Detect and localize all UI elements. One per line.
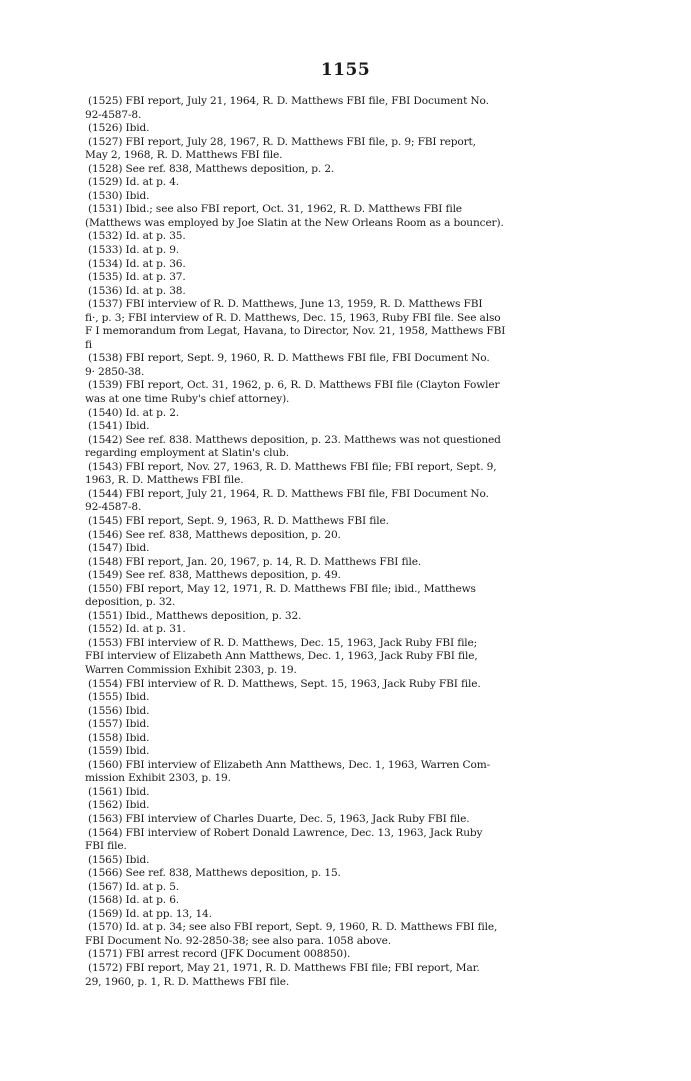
footnote-line: (1549) See ref. 838, Matthews deposition, p. 49. — [88, 569, 341, 582]
footnote-line: (Matthews was employed by Joe Slatin at the New Orleans Room as a bouncer). — [85, 216, 504, 229]
footnote-line: (1561) Ibid. — [88, 785, 150, 798]
footnote-line: deposition, p. 32. — [85, 596, 176, 609]
footnote-line: fi·, p. 3; FBI interview of R. D. Matthews, Dec. 15, 1963, Ruby FBI file. See also — [85, 311, 501, 324]
footnote-line: (1555) Ibid. — [88, 691, 150, 704]
footnote-line: (1533) Id. at p. 9. — [88, 244, 180, 257]
footnote-line: (1536) Id. at p. 38. — [88, 284, 186, 297]
footnote-line: FBI Document No. 92-2850-38; see also para. 1058 above. — [85, 934, 391, 947]
footnote-line: (1548) FBI report, Jan. 20, 1967, p. 14, R. D. Matthews FBI file. — [88, 555, 422, 568]
footnote-line: regarding employment at Slatin's club. — [85, 447, 289, 460]
footnote-line: (1563) FBI interview of Charles Duarte, Dec. 5, 1963, Jack Ruby FBI file. — [88, 812, 470, 825]
footnote-line: (1541) Ibid. — [88, 420, 150, 433]
footnote-line: 92-4587-8. — [85, 501, 142, 514]
footnote-line: (1528) See ref. 838, Matthews deposition, p. 2. — [88, 162, 335, 175]
footnote-line: fi — [85, 338, 93, 351]
footnote-line: mission Exhibit 2303, p. 19. — [85, 772, 231, 785]
footnote-line: (1567) Id. at p. 5. — [88, 880, 180, 893]
footnote-line: (1554) FBI interview of R. D. Matthews, Sept. 15, 1963, Jack Ruby FBI file. — [88, 677, 481, 690]
footnote-line: (1558) Ibid. — [88, 731, 150, 744]
footnote-line: (1566) See ref. 838, Matthews deposition, p. 15. — [88, 867, 341, 880]
footnote-line: (1537) FBI interview of R. D. Matthews, June 13, 1959, R. D. Matthews FBI — [88, 298, 483, 311]
footnote-line: (1568) Id. at p. 6. — [88, 894, 180, 907]
footnote-line: (1559) Ibid. — [88, 745, 150, 758]
footnote-line: (1571) FBI arrest record (JFK Document 008850). — [88, 948, 351, 961]
footnote-line: (1527) FBI report, July 28, 1967, R. D. Matthews FBI file, p. 9; FBI report, — [88, 135, 476, 148]
footnote-line: (1544) FBI report, July 21, 1964, R. D. Matthews FBI file, FBI Document No. — [88, 487, 489, 500]
footnote-line: 29, 1960, p. 1, R. D. Matthews FBI file. — [85, 975, 290, 988]
footnote-line: (1547) Ibid. — [88, 542, 150, 555]
footnote-line: May 2, 1968, R. D. Matthews FBI file. — [85, 149, 283, 162]
footnote-line: (1545) FBI report, Sept. 9, 1963, R. D. Matthews FBI file. — [88, 514, 389, 527]
footnote-line: (1570) Id. at p. 34; see also FBI report, Sept. 9, 1960, R. D. Matthews FBI file, — [88, 921, 498, 934]
footnote-line: (1551) Ibid., Matthews deposition, p. 32. — [88, 609, 302, 622]
footnote-line: FBI file. — [85, 840, 127, 853]
footnote-line: (1560) FBI interview of Elizabeth Ann Matthews, Dec. 1, 1963, Warren Com- — [88, 758, 491, 771]
footnote-line: (1550) FBI report, May 12, 1971, R. D. Matthews FBI file; ibid., Matthews — [88, 582, 476, 595]
footnote-line: (1532) Id. at p. 35. — [88, 230, 186, 243]
footnote-line: 92-4587-8. — [85, 108, 142, 121]
footnote-line: (1546) See ref. 838, Matthews deposition, p. 20. — [88, 528, 341, 541]
footnote-line: (1557) Ibid. — [88, 718, 150, 731]
footnote-line: (1530) Ibid. — [88, 189, 150, 202]
footnote-line: (1539) FBI report, Oct. 31, 1962, p. 6, R. D. Matthews FBI file (Clayton Fowler — [88, 379, 500, 392]
footnote-line: (1535) Id. at p. 37. — [88, 271, 186, 284]
footnote-line: F I memorandum from Legat, Havana, to Director, Nov. 21, 1958, Matthews FBI — [85, 325, 506, 338]
footnote-line: FBI interview of Elizabeth Ann Matthews, Dec. 1, 1963, Jack Ruby FBI file, — [85, 650, 478, 663]
footnote-line: 9· 2850-38. — [85, 365, 145, 378]
footnote-line: (1542) See ref. 838. Matthews deposition, p. 23. Matthews was not questioned — [88, 433, 501, 446]
footnote-line: (1534) Id. at p. 36. — [88, 257, 186, 270]
footnote-line: (1525) FBI report, July 21, 1964, R. D. Matthews FBI file, FBI Document No. — [88, 95, 489, 107]
footnote-line: (1552) Id. at p. 31. — [88, 623, 186, 636]
footnote-line: (1543) FBI report, Nov. 27, 1963, R. D. Matthews FBI file; FBI report, Sept. 9, — [88, 460, 497, 473]
footnote-line: (1553) FBI interview of R. D. Matthews, Dec. 15, 1963, Jack Ruby FBI file; — [88, 636, 478, 649]
footnote-line: (1538) FBI report, Sept. 9, 1960, R. D. Matthews FBI file, FBI Document No. — [88, 352, 490, 365]
footnote-line: 1963, R. D. Matthews FBI file. — [85, 474, 244, 487]
footnote-line: (1565) Ibid. — [88, 853, 150, 866]
footnote-line: (1540) Id. at p. 2. — [88, 406, 180, 419]
footnote-line: (1564) FBI interview of Robert Donald Lawrence, Dec. 13, 1963, Jack Ruby — [88, 826, 483, 839]
footnote-line: was at one time Ruby's chief attorney). — [85, 393, 290, 406]
footnote-line: (1569) Id. at pp. 13, 14. — [88, 907, 212, 920]
footnote-line: (1526) Ibid. — [88, 122, 150, 135]
footnote-line: (1531) Ibid.; see also FBI report, Oct. 31, 1962, R. D. Matthews FBI file — [88, 203, 462, 216]
footnote-list — [85, 95, 596, 989]
footnote-line: (1562) Ibid. — [88, 799, 150, 812]
footnote-line: Warren Commission Exhibit 2303, p. 19. — [85, 663, 297, 676]
footnote-line: (1572) FBI report, May 21, 1971, R. D. Matthews FBI file; FBI report, Mar. — [88, 962, 480, 974]
page-number: 1155 — [320, 60, 371, 80]
footnote-line: (1556) Ibid. — [88, 704, 150, 717]
footnote-line: (1529) Id. at p. 4. — [88, 176, 180, 189]
